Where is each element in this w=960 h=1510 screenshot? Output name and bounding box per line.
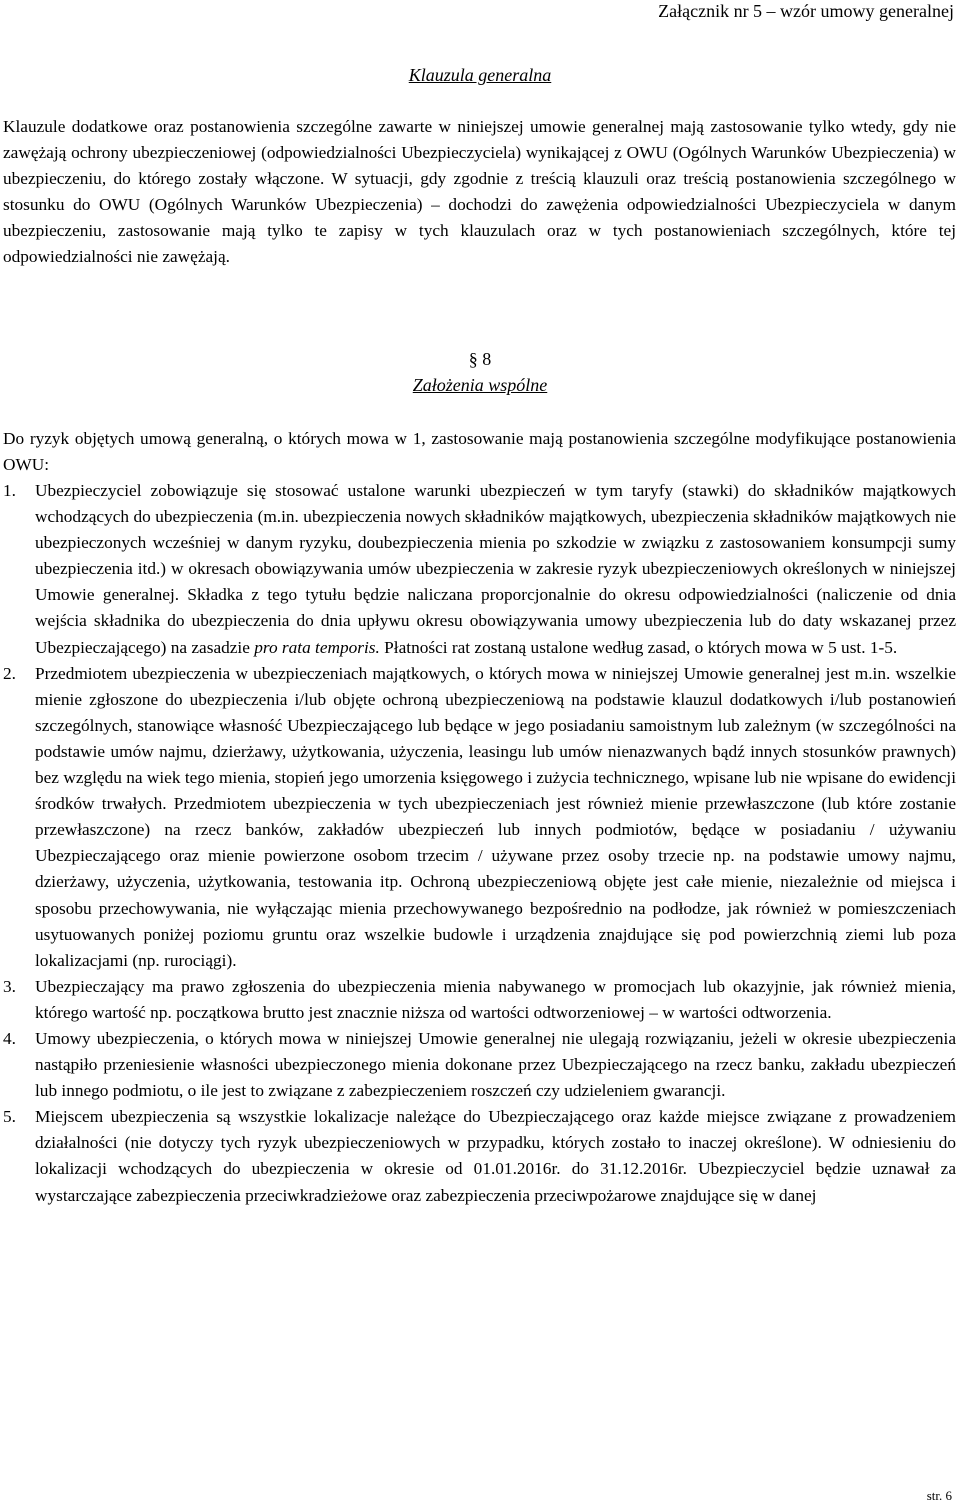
section-heading: [0, 346, 960, 372]
clause-paragraph: Klauzule dodatkowe oraz postanowienia szczególne zawarte w niniejszej umowie generalnej mają zastosowanie tylko wtedy, gdy nie zawężają ochrony ubezpieczeniowej (odpowiedzialności Ubezpieczyciela) wynikającej z OWU (Ogólnych Warunków Ubezpieczenia) w ubezpieczeniu, do którego zostały włączone. W sytuacji, gdy zgodnie z treścią klauzuli oraz treścią postanowienia szczególnego w stosunku do OWU (Ogólnych Warunków Ubezpieczenia) – dochodzi do zawężenia odpowiedzialności Ubezpieczyciela w danym ubezpieczeniu, zastosowanie mają tylko te zapisy w tych klauzulach oraz w tych postanowieniach szczególnych, które tej odpowiedzialności nie zawężają.: [3, 117, 956, 267]
list-item: [0, 974, 956, 1026]
item-number: 4.: [3, 1028, 16, 1048]
item-italic-text: pro rata temporis.: [254, 637, 380, 657]
item-text: Umowy ubezpieczenia, o których mowa w niniejszej Umowie generalnej nie ulegają rozwiązaniu, jeżeli w okresie ubezpieczenia nastąpiło przeniesienie własności ubezpieczonego mienia dokonane przez Ubezpieczającego na rzecz banku, zakładu ubezpieczeń lub innego podmiotu, o ile jest to związane z zabezpieczeniem roszczeń czy udzieleniem gwarancji.: [35, 1028, 956, 1101]
list-item: [0, 1026, 956, 1104]
item-number: 3.: [3, 976, 16, 996]
annex-header: Załącznik nr 5 – wzór umowy generalnej: [658, 1, 954, 21]
list-item: [0, 661, 956, 974]
clause-title: Klauzula generalna: [408, 65, 552, 85]
item-text: Ubezpieczający ma prawo zgłoszenia do ubezpieczenia mienia nabywanego w promocjach lub okazyjnie, jak również mienia, którego wartość np. początkowa brutto jest znacznie niższa od wartości odtworzeniowej – w wartości odtworzenia.: [35, 976, 956, 1022]
item-number: 5.: [3, 1107, 16, 1127]
section-title: Założenia wspólne: [412, 375, 548, 395]
page-number: str. 6: [926, 1488, 952, 1503]
item-number: 1.: [3, 481, 16, 500]
list-item: [0, 478, 956, 661]
section-sign-icon: §: [468, 349, 483, 369]
item-text-continued: Płatności rat zostaną ustalone według zasad, o których mowa w 5 ust. 1-5.: [379, 637, 898, 657]
list-item: [0, 1104, 956, 1208]
provisions-list: [0, 478, 956, 1209]
section-number: 8: [482, 349, 492, 369]
item-text: Ubezpieczyciel zobowiązuje się stosować ustalone warunki ubezpieczeń w tym taryfy (stawki) do składników majątkowych wchodzących do ubezpieczenia (m.in. ubezpieczenia nowych składników majątkowych, ubezpieczenia składników majątkowych nie ubezpieczonych wcześniej w danym ryzyku, doubezpieczenia mienia po szkodzie w związku z zastosowaniem konsumpcji sumy ubezpieczenia itd.) w okresach obowiązywania umów ubezpieczenia w zakresie ryzyk ubezpieczeniowych określonych w niniejszej Umowie generalnej. Składka z tego tytułu będzie naliczana proporcjonalnie do okresu odpowiedzialności (naliczenie od dnia wejścia składnika do ubezpieczenia do dnia upływu okresu obowiązywania umowy ubezpieczenia lub do daty wskazanej przez Ubezpieczającego) na zasadzie: [35, 481, 956, 657]
item-text: Miejscem ubezpieczenia są wszystkie lokalizacje należące do Ubezpieczającego oraz każde miejsce związane z prowadzeniem działalności (nie dotyczy tych ryzyk ubezpieczeniowych w przypadku, których zostało to inaczej określone). W odniesieniu do lokalizacji wchodzących do ubezpieczenia w okresie od 01.01.2016r. do 31.12.2016r. Ubezpieczyciel będzie uznawał za wystarczające zabezpieczenia przeciwkradzieżowe oraz zabezpieczenia przeciwpożarowe znajdujące się w danej: [35, 1107, 956, 1205]
item-number: 2.: [3, 663, 16, 683]
item-text: Przedmiotem ubezpieczenia w ubezpieczeniach majątkowych, o których mowa w niniejszej Umowie generalnej jest m.in. wszelkie mienie zgłoszone do ubezpieczenia i/lub objęte ochroną ubezpieczeniową na podstawie klauzul dodatkowych i/lub postanowień szczególnych, stanowiące własność Ubezpieczającego lub będące w jego posiadaniu samoistnym lub zależnym (w szczególności na podstawie umów najmu, dzierżawy, użytkowania, użyczenia, leasingu lub umów nienazwanych bądź innych stosunków prawnych) bez względu na wiek tego mienia, stopień jego umorzenia księgowego i zużycia technicznego, wpisane lub nie wpisane do ewidencji środków trwałych. Przedmiotem ubezpieczenia w tych ubezpieczeniach jest również mienie przewłaszczone (lub które zostanie przewłaszczone) na rzecz banków, zakładów ubezpieczeń lub innych podmiotów, będące w posiadaniu / używaniu Ubezpieczającego oraz mienie powierzone osobom trzecim / używane przez osoby trzecie np. na podstawie umowy najmu, dzierżawy, użyczenia, użytkowania, testowania itp. Ochroną ubezpieczeniową objęte jest całe mienie, niezależnie od miejsca i sposobu przechowywania, nie wyłączając mienia przechowywanego bezpośrednio na podłodze, jak również w pomieszczeniach usytuowanych poniżej poziomu gruntu oraz wszelkie budowle i urządzenia znajdujące się pod powierzchnią ziemi lub poza lokalizacjami (np. rurociągi).: [35, 663, 956, 970]
section-intro: Do ryzyk objętych umową generalną, o których mowa w 1, zastosowanie mają postanowienia szczególne modyfikujące postanowienia OWU:: [3, 429, 956, 475]
